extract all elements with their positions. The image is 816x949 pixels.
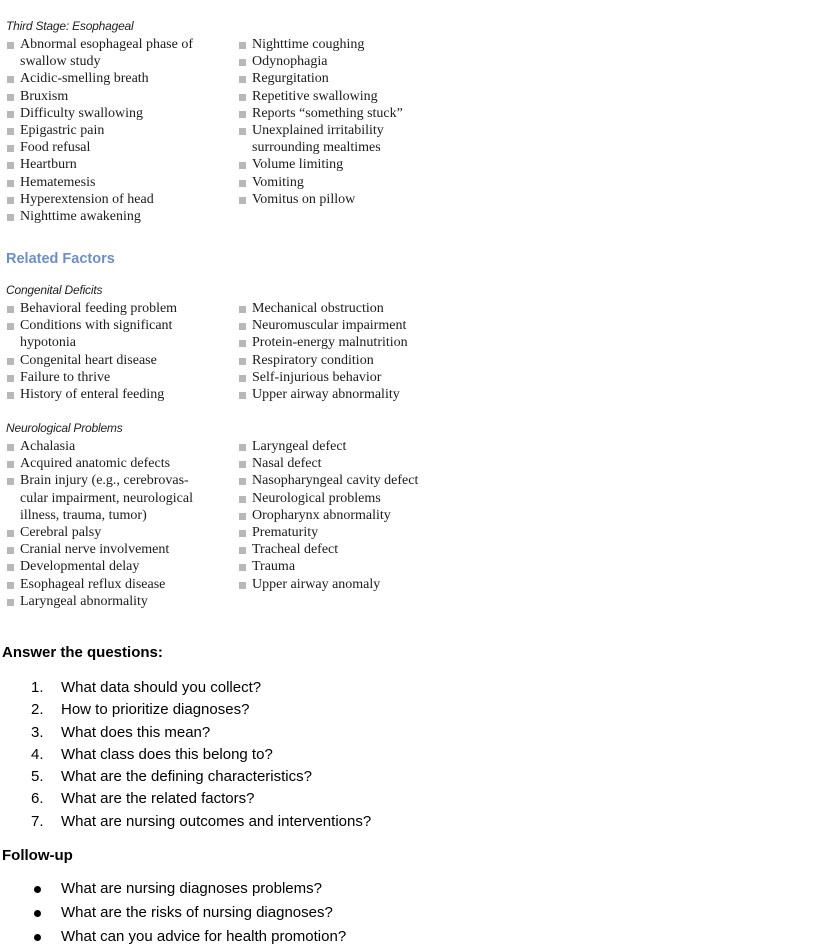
neurological-problems-title: Neurological Problems bbox=[6, 421, 123, 435]
square-bullet-icon bbox=[7, 111, 14, 118]
bullet-dot-icon bbox=[34, 886, 41, 893]
list-item: Protein-energy malnutrition bbox=[238, 334, 408, 351]
list-item: Food refusal bbox=[6, 139, 193, 156]
square-bullet-icon bbox=[239, 461, 246, 468]
list-item: Achalasia bbox=[6, 438, 193, 455]
square-bullet-icon bbox=[239, 128, 246, 135]
square-bullet-icon bbox=[7, 530, 14, 537]
list-item: Nasal defect bbox=[238, 455, 418, 472]
list-item: Congenital heart disease bbox=[6, 352, 177, 369]
square-bullet-icon bbox=[7, 94, 14, 101]
question-item: 1. What data should you collect? bbox=[31, 679, 262, 696]
list-item: Trauma bbox=[238, 558, 418, 575]
square-bullet-icon bbox=[239, 340, 246, 347]
question-item: 7. What are nursing outcomes and interventions? bbox=[31, 812, 372, 830]
followup-list bbox=[31, 877, 346, 949]
followup-item: What are the risks of nursing diagnoses? bbox=[31, 901, 346, 925]
list-item-continuation: surrounding mealtimes bbox=[252, 140, 381, 156]
square-bullet-icon bbox=[239, 59, 246, 66]
list-item: Tracheal defect bbox=[238, 541, 418, 558]
list-item: Acquired anatomic defects bbox=[6, 455, 193, 472]
square-bullet-icon bbox=[239, 42, 246, 49]
list-item: Cranial nerve involvement bbox=[6, 541, 193, 558]
list-item: History of enteral feeding bbox=[6, 386, 177, 403]
list-item: Acidic-smelling breath bbox=[6, 70, 193, 87]
list-item: Laryngeal defect bbox=[238, 438, 418, 455]
square-bullet-icon bbox=[7, 392, 14, 399]
third-stage-title: Third Stage: Esophageal bbox=[6, 19, 134, 33]
square-bullet-icon bbox=[239, 94, 246, 101]
list-item: Failure to thrive bbox=[6, 369, 177, 386]
list-item: Brain injury (e.g., cerebrovas- bbox=[6, 472, 193, 489]
square-bullet-icon bbox=[239, 582, 246, 589]
third-stage-right-list bbox=[238, 36, 403, 208]
square-bullet-icon bbox=[239, 358, 246, 365]
list-item: Volume limiting bbox=[238, 156, 403, 173]
list-item-continuation: hypotonia bbox=[20, 335, 76, 351]
list-item: Behavioral feeding problem bbox=[6, 300, 177, 317]
square-bullet-icon bbox=[7, 547, 14, 554]
list-item: Laryngeal abnormality bbox=[6, 593, 193, 610]
list-item: Hyperextension of head bbox=[6, 191, 193, 208]
square-bullet-icon bbox=[7, 599, 14, 606]
square-bullet-icon bbox=[7, 145, 14, 152]
square-bullet-icon bbox=[239, 180, 246, 187]
square-bullet-icon bbox=[7, 564, 14, 571]
square-bullet-icon bbox=[7, 197, 14, 204]
list-item: Bruxism bbox=[6, 88, 193, 105]
square-bullet-icon bbox=[7, 323, 14, 330]
list-item: Vomitus on pillow bbox=[238, 191, 403, 208]
list-item: Regurgitation bbox=[238, 70, 403, 87]
list-item: Nasopharyngeal cavity defect bbox=[238, 472, 418, 489]
square-bullet-icon bbox=[239, 111, 246, 118]
third-stage-left-list bbox=[6, 36, 193, 225]
followup-item: What can you advice for health promotion? bbox=[31, 925, 346, 949]
question-item: 3. What does this mean? bbox=[31, 723, 211, 741]
list-item: Upper airway abnormality bbox=[238, 386, 408, 403]
question-item: 5. What are the defining characteristics? bbox=[31, 768, 312, 786]
square-bullet-icon bbox=[7, 214, 14, 221]
square-bullet-icon bbox=[239, 530, 246, 537]
square-bullet-icon bbox=[7, 180, 14, 187]
questions-heading: Answer the questions: bbox=[2, 644, 163, 661]
square-bullet-icon bbox=[7, 358, 14, 365]
question-item: 4. What class does this belong to? bbox=[31, 745, 273, 763]
congenital-left-list bbox=[6, 300, 177, 403]
square-bullet-icon bbox=[7, 42, 14, 49]
square-bullet-icon bbox=[7, 306, 14, 313]
square-bullet-icon bbox=[239, 162, 246, 169]
list-item-continuation: cular impairment, neurological bbox=[20, 490, 193, 506]
list-item-continuation: swallow study bbox=[20, 54, 101, 70]
list-item: Repetitive swallowing bbox=[238, 88, 403, 105]
list-item: Nighttime coughing bbox=[238, 36, 403, 53]
list-item: Odynophagia bbox=[238, 53, 403, 70]
question-item: 6. What are the related factors? bbox=[31, 790, 255, 808]
congenital-deficits-title: Congenital Deficits bbox=[6, 283, 103, 297]
neurological-left-list bbox=[6, 438, 193, 610]
list-item: Cerebral palsy bbox=[6, 524, 193, 541]
square-bullet-icon bbox=[7, 444, 14, 451]
neurological-right-list bbox=[238, 438, 418, 593]
list-item: Prematurity bbox=[238, 524, 418, 541]
square-bullet-icon bbox=[7, 582, 14, 589]
square-bullet-icon bbox=[239, 197, 246, 204]
square-bullet-icon bbox=[239, 547, 246, 554]
list-item: Conditions with significant bbox=[6, 317, 177, 334]
list-item: Esophageal reflux disease bbox=[6, 576, 193, 593]
square-bullet-icon bbox=[7, 76, 14, 83]
list-item: Abnormal esophageal phase of bbox=[6, 36, 193, 53]
bullet-dot-icon bbox=[34, 910, 41, 917]
square-bullet-icon bbox=[239, 564, 246, 571]
square-bullet-icon bbox=[239, 392, 246, 399]
list-item: Neurological problems bbox=[238, 490, 418, 507]
list-item: Self-injurious behavior bbox=[238, 369, 408, 386]
list-item: Mechanical obstruction bbox=[238, 300, 408, 317]
list-item: Oropharynx abnormality bbox=[238, 507, 418, 524]
square-bullet-icon bbox=[239, 478, 246, 485]
square-bullet-icon bbox=[239, 323, 246, 330]
question-item: 2. How to prioritize diagnoses? bbox=[31, 701, 250, 719]
square-bullet-icon bbox=[7, 128, 14, 135]
square-bullet-icon bbox=[7, 375, 14, 382]
list-item: Unexplained irritability bbox=[238, 122, 403, 139]
square-bullet-icon bbox=[239, 513, 246, 520]
list-item: Difficulty swallowing bbox=[6, 105, 193, 122]
list-item-continuation: illness, trauma, tumor) bbox=[20, 507, 147, 523]
square-bullet-icon bbox=[239, 444, 246, 451]
list-item: Reports “something stuck” bbox=[238, 105, 403, 122]
bullet-dot-icon bbox=[34, 934, 41, 941]
list-item: Vomiting bbox=[238, 174, 403, 191]
followup-item: What are nursing diagnoses problems? bbox=[31, 877, 346, 901]
congenital-right-list bbox=[238, 300, 408, 403]
square-bullet-icon bbox=[7, 461, 14, 468]
square-bullet-icon bbox=[239, 496, 246, 503]
square-bullet-icon bbox=[239, 76, 246, 83]
list-item: Heartburn bbox=[6, 156, 193, 173]
square-bullet-icon bbox=[7, 162, 14, 169]
list-item: Hematemesis bbox=[6, 174, 193, 191]
questions-list bbox=[31, 677, 371, 833]
square-bullet-icon bbox=[7, 478, 14, 485]
list-item: Neuromuscular impairment bbox=[238, 317, 408, 334]
list-item: Nighttime awakening bbox=[6, 208, 193, 225]
list-item: Upper airway anomaly bbox=[238, 576, 418, 593]
list-item: Epigastric pain bbox=[6, 122, 193, 139]
followup-heading: Follow-up bbox=[2, 847, 73, 864]
square-bullet-icon bbox=[239, 375, 246, 382]
square-bullet-icon bbox=[239, 306, 246, 313]
related-factors-heading: Related Factors bbox=[6, 251, 115, 267]
list-item: Developmental delay bbox=[6, 558, 193, 575]
list-item: Respiratory condition bbox=[238, 352, 408, 369]
